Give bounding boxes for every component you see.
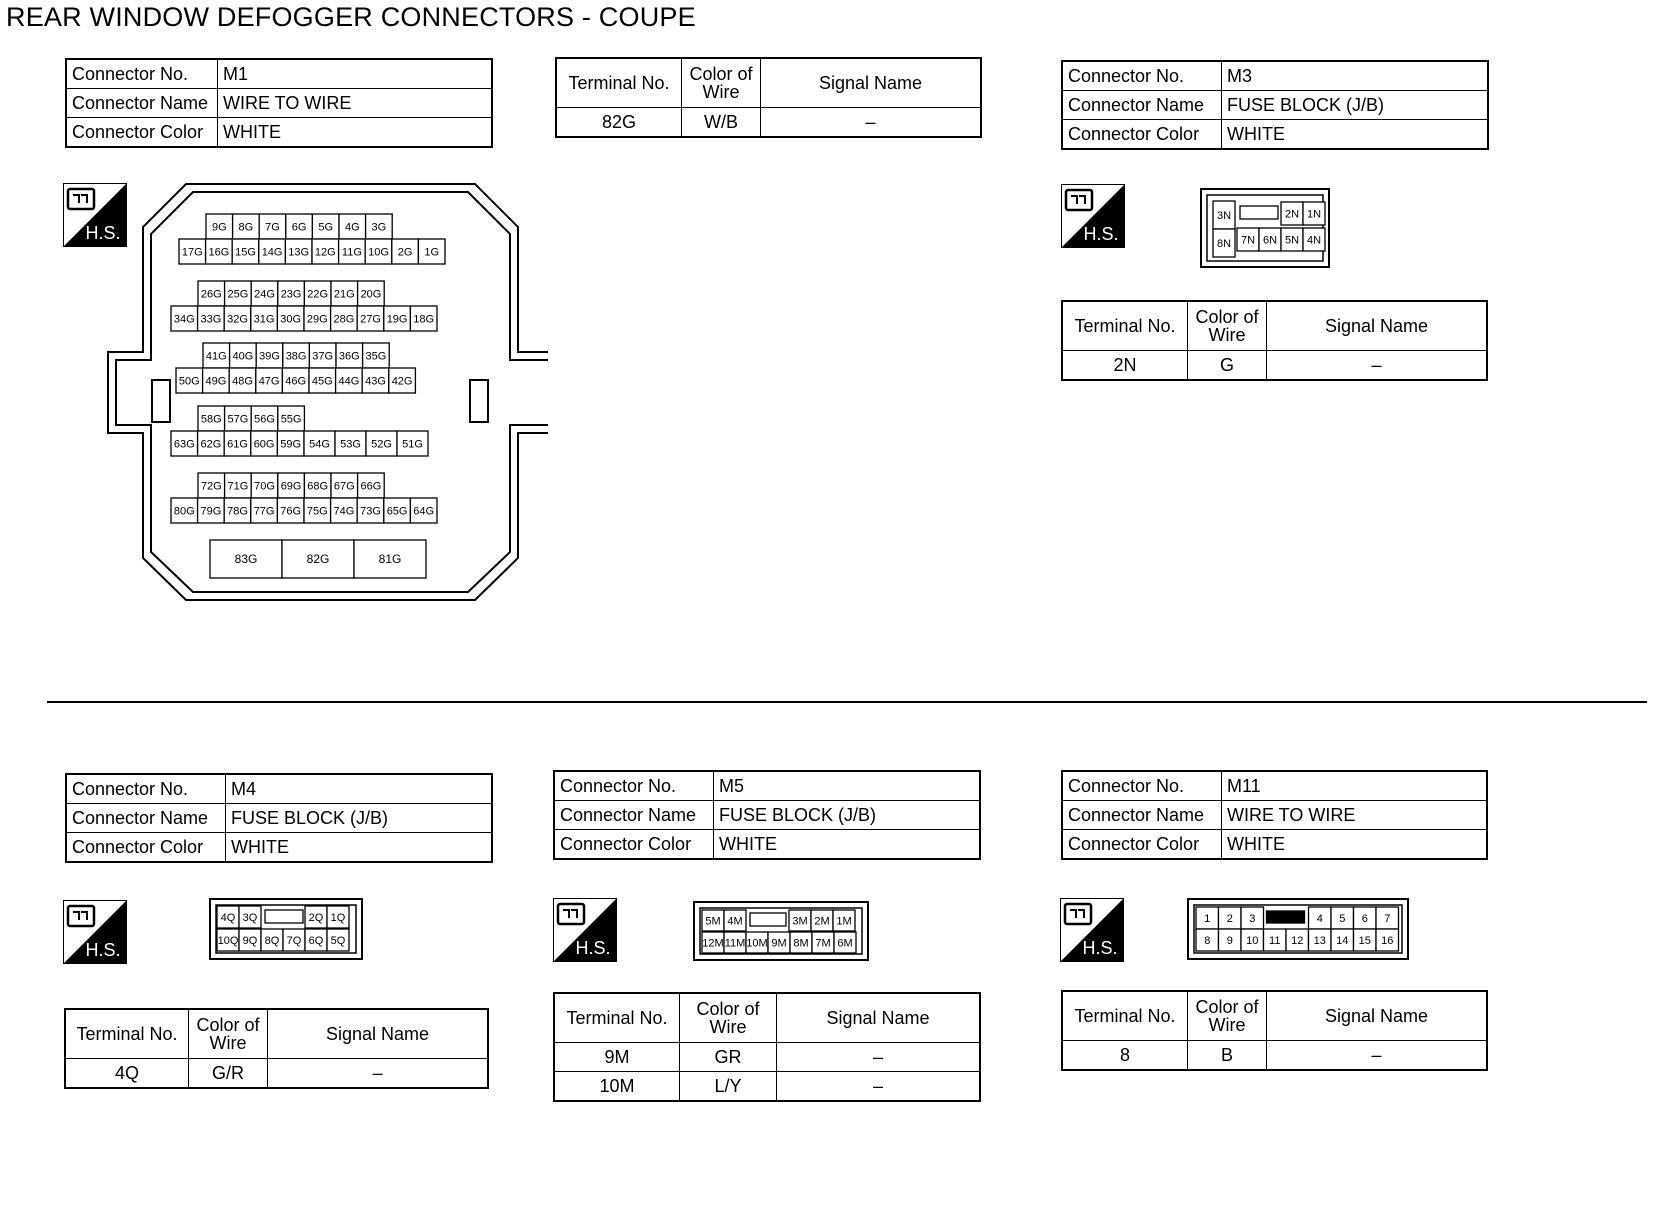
pin-label: 65G — [386, 505, 408, 518]
pin-label: 58G — [200, 413, 222, 426]
pin-label: 29G — [306, 313, 328, 326]
pin-label: 76G — [280, 505, 302, 518]
pin-label: 10Q — [217, 935, 239, 947]
connector-info-m1 — [65, 58, 493, 148]
key-slot — [1267, 911, 1305, 923]
pin-label: 69G — [280, 480, 302, 493]
terminal-cell: 8 — [1062, 1041, 1188, 1071]
table-row — [554, 1072, 980, 1102]
pin-label: 83G — [234, 552, 258, 566]
connector-color-value: WHITE — [1222, 120, 1489, 150]
label-connector-name: Connector Name — [554, 801, 714, 830]
pin-label: 25G — [227, 288, 249, 301]
label-connector-color: Connector Color — [66, 118, 218, 148]
pin-label: 4G — [344, 221, 360, 234]
terminal-cell: 4Q — [65, 1059, 189, 1089]
harness-side-icon — [1061, 184, 1125, 248]
signal-cell: – — [777, 1043, 981, 1072]
pin-label: 23G — [280, 288, 302, 301]
header-terminal-no: Terminal No. — [554, 993, 680, 1043]
label-connector-no: Connector No. — [1062, 771, 1222, 801]
pin-label: 24G — [254, 288, 275, 301]
pin-label: 9Q — [242, 935, 258, 947]
pin-label: 14 — [1336, 935, 1349, 947]
harness-side-icon — [63, 900, 127, 964]
pin-label: 12 — [1291, 935, 1304, 947]
pin-label: 74G — [333, 505, 355, 518]
pin-label: 8 — [1204, 935, 1211, 947]
pin-label: 49G — [205, 375, 227, 388]
table-row — [1062, 1041, 1487, 1071]
pin-label: 66G — [360, 480, 382, 493]
pin-label: 55G — [280, 413, 302, 426]
connector-info-m5 — [553, 770, 981, 860]
pin-label: 4 — [1316, 913, 1323, 925]
pin-label: 37G — [312, 350, 334, 363]
pin-label: 72G — [200, 480, 222, 493]
terminal-cell: 82G — [556, 108, 682, 138]
terminal-table-m4 — [64, 1008, 489, 1089]
pin-label: 2N — [1284, 208, 1300, 221]
connector-no-value: M5 — [714, 771, 981, 801]
label-connector-color: Connector Color — [66, 833, 226, 863]
pin-label: 4Q — [220, 912, 236, 924]
pin-label: 7N — [1240, 234, 1256, 247]
page-title: REAR WINDOW DEFOGGER CONNECTORS - COUPE — [6, 2, 696, 32]
connector-face-m1 — [98, 180, 548, 630]
pin-label: 64G — [413, 505, 435, 518]
pin-label: 52G — [371, 438, 392, 451]
pin-label: 35G — [365, 350, 387, 363]
pin-label: 10G — [368, 246, 389, 259]
pin-label: 2Q — [308, 912, 324, 924]
pin-label: 57G — [227, 413, 249, 426]
wire-color-cell: L/Y — [680, 1072, 777, 1102]
header-color-of-wire: Color of Wire — [189, 1009, 268, 1059]
pin-label: 40G — [232, 350, 254, 363]
label-connector-no: Connector No. — [66, 59, 218, 89]
pin-label: 7 — [1384, 913, 1391, 925]
signal-cell: – — [268, 1059, 489, 1089]
pin-label: 71G — [227, 480, 249, 493]
pin-label: 2G — [397, 246, 413, 259]
wire-color-cell: GR — [680, 1043, 777, 1072]
signal-cell: – — [1267, 1041, 1488, 1071]
pin-label: 47G — [258, 375, 280, 388]
pin-label: 15G — [235, 246, 256, 259]
key-slot — [750, 913, 786, 926]
table-row — [556, 108, 981, 138]
pin-label: 48G — [232, 375, 253, 388]
pin-label: 6N — [1262, 234, 1278, 247]
pin-label: 36G — [338, 350, 360, 363]
pin-label: 5N — [1284, 234, 1300, 247]
pin-label: 12M — [702, 937, 724, 950]
pin-label: 41G — [205, 350, 227, 363]
pin-label: 13G — [288, 246, 310, 259]
pin-label: 6Q — [308, 935, 324, 947]
connector-info-m3 — [1061, 60, 1489, 150]
pin-label: 17G — [181, 246, 203, 259]
terminal-table-m5 — [553, 992, 981, 1102]
pin-label: 9G — [211, 221, 227, 234]
pin-label: 50G — [178, 375, 200, 388]
connector-name-value: WIRE TO WIRE — [218, 89, 493, 118]
pin-label: 6M — [837, 937, 853, 950]
pin-label: 5 — [1339, 913, 1346, 925]
pin-label: 3N — [1216, 210, 1232, 222]
connector-no-value: M3 — [1222, 61, 1489, 91]
label-connector-color: Connector Color — [554, 830, 714, 860]
key-slot — [1240, 206, 1278, 219]
pin-label: 1N — [1306, 208, 1322, 221]
pin-label: 81G — [378, 552, 402, 566]
connector-face-m5 — [693, 901, 871, 963]
header-terminal-no: Terminal No. — [1062, 991, 1188, 1041]
pin-label: 21G — [333, 288, 355, 301]
pin-label: 8M — [793, 937, 809, 950]
pin-label: 11 — [1269, 935, 1281, 947]
pin-label: 4N — [1306, 234, 1322, 247]
wire-color-cell: W/B — [682, 108, 761, 138]
label-connector-no: Connector No. — [554, 771, 714, 801]
pin-label: 78G — [227, 505, 248, 518]
header-color-of-wire: Color of Wire — [1188, 301, 1267, 351]
table-row — [554, 1043, 980, 1072]
label-connector-name: Connector Name — [66, 89, 218, 118]
pin-label: 79G — [200, 505, 222, 518]
header-signal-name: Signal Name — [1267, 301, 1488, 351]
pin-label: 18G — [413, 313, 435, 326]
connector-face-m3 — [1200, 188, 1334, 272]
pin-label: 34G — [173, 313, 195, 326]
pin-label: 14G — [261, 246, 283, 259]
pin-label: 13 — [1313, 935, 1326, 947]
pin-label: 27G — [360, 313, 381, 326]
hs-label: H.S. — [1082, 938, 1118, 958]
connector-info-m11 — [1061, 770, 1488, 860]
pin-label: 15 — [1358, 935, 1371, 947]
pin-label: 1 — [1204, 913, 1211, 925]
pin-label: 70G — [254, 480, 275, 493]
key-slot — [265, 910, 303, 923]
connector-color-value: WHITE — [714, 830, 981, 860]
connector-no-value: M4 — [226, 774, 493, 804]
connector-no-value: M1 — [218, 59, 493, 89]
connector-name-value: FUSE BLOCK (J/B) — [226, 804, 493, 833]
terminal-cell: 10M — [554, 1072, 680, 1102]
header-terminal-no: Terminal No. — [1062, 301, 1188, 351]
pin-label: 2M — [814, 915, 830, 928]
pin-label: 9 — [1226, 935, 1233, 947]
pin-label: 26G — [200, 288, 222, 301]
label-connector-color: Connector Color — [1062, 830, 1222, 860]
section-divider — [47, 701, 1647, 703]
pin-label: 10 — [1246, 935, 1259, 947]
signal-cell: – — [1267, 351, 1488, 381]
pin-label: 8G — [238, 221, 254, 234]
connector-name-value: FUSE BLOCK (J/B) — [1222, 91, 1489, 120]
pin-label: 8N — [1216, 238, 1232, 250]
header-terminal-no: Terminal No. — [556, 58, 682, 108]
signal-cell: – — [761, 108, 982, 138]
pin-label: 5Q — [330, 935, 346, 947]
pin-label: 6 — [1361, 913, 1368, 925]
connector-face-m4 — [209, 898, 365, 962]
pin-label: 22G — [307, 288, 329, 301]
header-signal-name: Signal Name — [777, 993, 981, 1043]
terminal-cell: 9M — [554, 1043, 680, 1072]
header-signal-name: Signal Name — [761, 58, 982, 108]
pin-label: 1G — [424, 246, 440, 259]
terminal-cell: 2N — [1062, 351, 1188, 381]
pin-label: 3 — [1249, 913, 1256, 925]
header-color-of-wire: Color of Wire — [682, 58, 761, 108]
pin-label: 8Q — [264, 935, 280, 947]
terminal-table-m1 — [555, 57, 982, 138]
header-signal-name: Signal Name — [268, 1009, 489, 1059]
pin-label: 19G — [386, 313, 408, 326]
wire-color-cell: B — [1188, 1041, 1267, 1071]
pin-label: 31G — [253, 313, 275, 326]
pin-label: 59G — [280, 438, 302, 451]
pin-label: 61G — [227, 438, 248, 451]
label-connector-name: Connector Name — [1062, 91, 1222, 120]
pin-label: 51G — [402, 438, 423, 451]
pin-label: 32G — [227, 313, 248, 326]
pin-label: 67G — [333, 480, 355, 493]
pin-label: 28G — [333, 313, 355, 326]
pin-label: 9M — [771, 937, 787, 950]
hs-label: H.S. — [85, 223, 121, 243]
pin-label: 44G — [338, 375, 360, 388]
wire-color-cell: G/R — [189, 1059, 268, 1089]
pin-label: 30G — [280, 313, 302, 326]
wire-color-cell: G — [1188, 351, 1267, 381]
pin-label: 5G — [318, 221, 334, 234]
hs-label: H.S. — [1083, 224, 1119, 244]
label-connector-no: Connector No. — [66, 774, 226, 804]
connector-color-value: WHITE — [1222, 830, 1488, 860]
pin-label: 7M — [815, 937, 831, 950]
pin-label: 54G — [309, 438, 330, 451]
pin-label: 11G — [341, 246, 362, 259]
hs-label: H.S. — [575, 938, 611, 958]
connector-no-value: M11 — [1222, 771, 1488, 801]
pin-label: 7G — [265, 221, 280, 234]
pin-label: 10M — [746, 937, 768, 950]
pin-label: 43G — [365, 375, 386, 388]
harness-side-icon — [1060, 898, 1124, 962]
pin-label: 42G — [391, 375, 413, 388]
pin-label: 1Q — [330, 912, 346, 924]
pin-label: 3Q — [242, 912, 258, 924]
pin-label: 4M — [727, 915, 743, 928]
pin-label: 2 — [1226, 913, 1233, 925]
pin-label: 75G — [306, 505, 328, 518]
pin-label: 46G — [285, 375, 307, 388]
label-connector-name: Connector Name — [1062, 801, 1222, 830]
label-connector-color: Connector Color — [1062, 120, 1222, 150]
harness-side-icon — [553, 898, 617, 962]
label-connector-name: Connector Name — [66, 804, 226, 833]
header-terminal-no: Terminal No. — [65, 1009, 189, 1059]
hs-label: H.S. — [85, 940, 121, 960]
connector-info-m4 — [65, 773, 493, 863]
pin-label: 1M — [836, 915, 852, 928]
pin-label: 6G — [291, 221, 307, 234]
table-row — [65, 1059, 488, 1089]
pin-label: 12G — [314, 246, 336, 259]
terminal-table-m3 — [1061, 300, 1488, 381]
pin-label: 20G — [360, 288, 382, 301]
pin-label: 77G — [253, 505, 275, 518]
connector-name-value: FUSE BLOCK (J/B) — [714, 801, 981, 830]
pin-label: 38G — [285, 350, 307, 363]
pin-label: 53G — [340, 438, 361, 451]
label-connector-no: Connector No. — [1062, 61, 1222, 91]
pin-label: 56G — [254, 413, 275, 426]
header-color-of-wire: Color of Wire — [1188, 991, 1267, 1041]
pin-label: 33G — [200, 313, 222, 326]
pin-label: 5M — [705, 915, 721, 928]
pin-label: 11M — [724, 937, 746, 950]
table-row — [1062, 351, 1487, 381]
pin-label: 60G — [253, 438, 275, 451]
connector-face-m11 — [1187, 898, 1411, 962]
pin-label: 16 — [1381, 935, 1394, 947]
pin-label: 3M — [792, 915, 808, 928]
connector-color-value: WHITE — [226, 833, 493, 863]
signal-cell: – — [777, 1072, 981, 1102]
pin-label: 63G — [173, 438, 195, 451]
pin-label: 68G — [307, 480, 329, 493]
terminal-table-m11 — [1061, 990, 1488, 1071]
connector-name-value: WIRE TO WIRE — [1222, 801, 1488, 830]
pin-label: 82G — [306, 552, 330, 566]
pin-label: 7Q — [286, 935, 302, 947]
pin-label: 73G — [360, 505, 381, 518]
pin-label: 39G — [259, 350, 280, 363]
pin-label: 62G — [200, 438, 222, 451]
header-signal-name: Signal Name — [1267, 991, 1488, 1041]
pin-label: 3G — [371, 221, 387, 234]
pin-label: 16G — [208, 246, 230, 259]
pin-label: 45G — [311, 375, 333, 388]
connector-color-value: WHITE — [218, 118, 493, 148]
header-color-of-wire: Color of Wire — [680, 993, 777, 1043]
pin-label: 80G — [173, 505, 195, 518]
